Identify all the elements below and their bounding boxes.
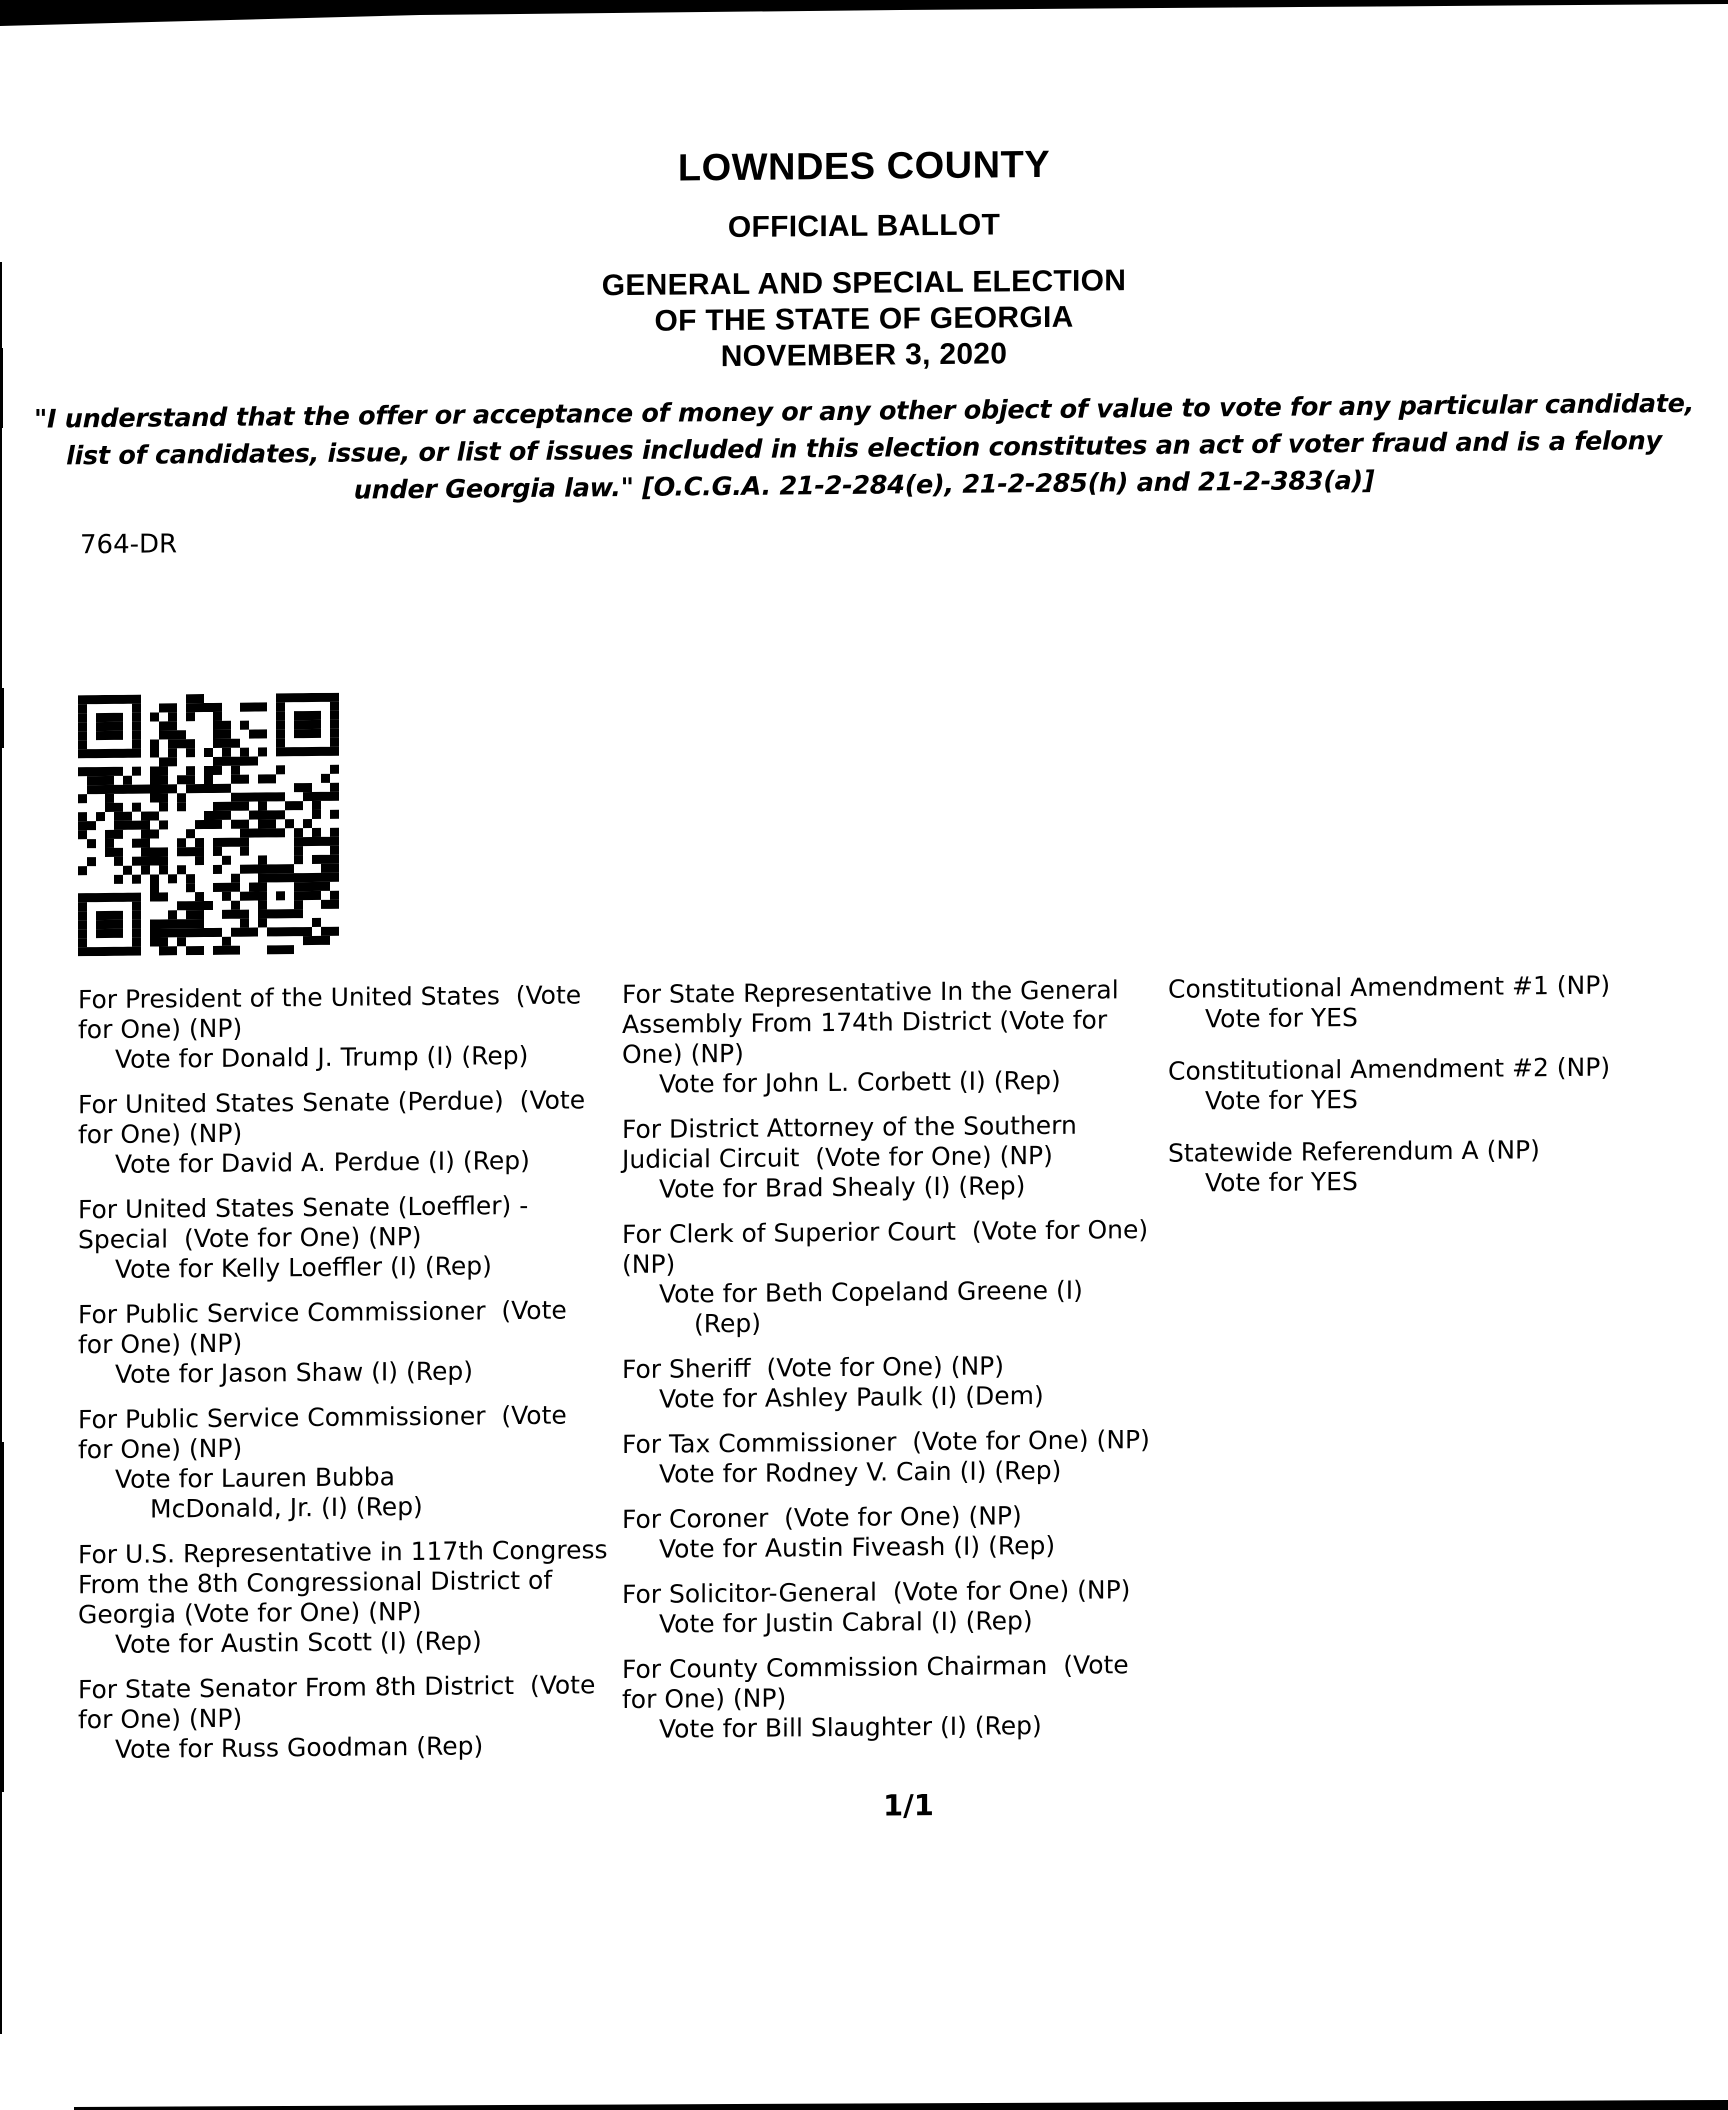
contest-title-line: For United States Senate (Perdue) (Vote xyxy=(78,1085,586,1120)
contest-block xyxy=(622,1350,1168,1415)
contest-title-line: For Tax Commissioner (Vote for One) (NP) xyxy=(622,1424,1150,1460)
disclaimer-line: list of candidates, issue, or list of issues included in this election constitutes an act of voter fraud and is a felony xyxy=(66,426,1662,472)
contest-block xyxy=(78,1085,622,1180)
contest-title-line: For County Commission Chairman (Vote xyxy=(622,1650,1129,1685)
page-indicator: 1/1 xyxy=(883,1788,934,1823)
contest-title-line: Statewide Referendum A (NP) xyxy=(1168,1135,1540,1168)
vote-for-line: Vote for Jason Shaw (I) (Rep) xyxy=(115,1356,473,1389)
contest-block xyxy=(622,1650,1168,1745)
scan-left-edge-artifact xyxy=(0,348,3,428)
ballot-column-1 xyxy=(78,980,622,1780)
contest-block xyxy=(1168,1052,1708,1117)
contest-title-line: for One) (NP) xyxy=(78,1703,243,1735)
vote-for-line: Vote for Bill Slaughter (I) (Rep) xyxy=(659,1710,1042,1744)
contest-title-line: Georgia (Vote for One) (NP) xyxy=(78,1596,422,1630)
contest-block xyxy=(1168,1134,1708,1199)
contest-block xyxy=(78,1190,622,1285)
contest-title-line: For Coroner (Vote for One) (NP) xyxy=(622,1501,1022,1535)
contest-title-line: For State Representative In the General xyxy=(622,975,1119,1010)
contest-title-line: for One) (NP) xyxy=(78,1433,243,1465)
contest-block xyxy=(622,1215,1168,1340)
election-heading-line: GENERAL AND SPECIAL ELECTION xyxy=(601,264,1127,303)
contest-title-line: for One) (NP) xyxy=(622,1683,787,1715)
vote-for-line: Vote for John L. Corbett (I) (Rep) xyxy=(659,1065,1061,1099)
vote-for-line: Vote for Brad Shealy (I) (Rep) xyxy=(659,1171,1026,1204)
vote-for-line: Vote for Ashley Paulk (I) (Dem) xyxy=(659,1380,1044,1414)
contest-block xyxy=(622,1500,1168,1565)
vote-for-line: Vote for David A. Perdue (I) (Rep) xyxy=(115,1145,530,1179)
vote-for-line: Vote for YES xyxy=(1205,1166,1358,1198)
contest-title-line: Constitutional Amendment #2 (NP) xyxy=(1168,1052,1611,1086)
contest-title-line: For Solicitor-General (Vote for One) (NP) xyxy=(622,1575,1131,1610)
disclaimer-line: under Georgia law." [O.C.G.A. 21-2-284(e), 21-2-285(h) and 21-2-383(a)] xyxy=(353,465,1375,506)
contest-title-line: (NP) xyxy=(622,1249,676,1280)
contest-block xyxy=(1168,970,1708,1035)
contest-title-line: For Public Service Commissioner (Vote xyxy=(78,1295,567,1330)
qr-code-icon xyxy=(78,693,339,957)
contest-title-line: From the 8th Congressional District of xyxy=(78,1565,553,1600)
contest-title-line: for One) (NP) xyxy=(78,1013,243,1045)
election-heading-line: NOVEMBER 3, 2020 xyxy=(720,337,1008,374)
contest-block xyxy=(78,1295,622,1390)
ballot-column-2 xyxy=(622,975,1168,1760)
vote-for-line: Vote for Justin Cabral (I) (Rep) xyxy=(659,1606,1033,1639)
contest-title-line: For President of the United States (Vote xyxy=(78,980,582,1015)
contest-title-line: For U.S. Representative in 117th Congress xyxy=(78,1535,608,1570)
scan-left-edge-artifact xyxy=(0,1442,4,1792)
contest-block xyxy=(78,1670,622,1765)
contest-title-line: Special (Vote for One) (NP) xyxy=(78,1221,422,1255)
contest-block xyxy=(78,1400,622,1525)
contest-title-line: For Clerk of Superior Court (Vote for One) xyxy=(622,1214,1149,1250)
vote-for-line: Vote for Russ Goodman (Rep) xyxy=(115,1731,484,1764)
contest-title-line: For District Attorney of the Southern xyxy=(622,1110,1077,1145)
election-heading xyxy=(0,257,1728,382)
contest-title-line: One) (NP) xyxy=(622,1038,744,1070)
contest-block xyxy=(622,1110,1168,1205)
ballot-type-heading: OFFICIAL BALLOT xyxy=(727,208,1001,245)
contest-title-line: For State Senator From 8th District (Vote xyxy=(78,1670,596,1705)
contest-title-line: for One) (NP) xyxy=(78,1328,243,1360)
contest-block xyxy=(622,1575,1168,1640)
contest-title-line: Judicial Circuit (Vote for One) (NP) xyxy=(622,1140,1053,1175)
contest-block xyxy=(78,980,622,1075)
voter-fraud-disclaimer xyxy=(0,385,1728,513)
contest-title-line: For Sheriff (Vote for One) (NP) xyxy=(622,1351,1004,1385)
vote-for-line: Vote for Austin Fiveash (I) (Rep) xyxy=(659,1530,1056,1564)
vote-for-line: (Rep) xyxy=(694,1308,762,1339)
contest-title-line: For United States Senate (Loeffler) - xyxy=(78,1190,529,1225)
contest-block xyxy=(622,975,1168,1100)
vote-for-line: Vote for Lauren Bubba xyxy=(115,1462,395,1494)
scan-left-edge-artifact xyxy=(0,688,4,748)
contest-block xyxy=(78,1535,622,1660)
scan-edge-artifact xyxy=(52,16,78,23)
vote-for-line: Vote for YES xyxy=(1205,1002,1358,1034)
election-heading-line: OF THE STATE OF GEORGIA xyxy=(654,300,1074,338)
ballot-contests xyxy=(78,970,1708,1781)
county-title: LOWNDES COUNTY xyxy=(677,143,1051,190)
contest-title-line: For Public Service Commissioner (Vote xyxy=(78,1400,567,1435)
vote-for-line: McDonald, Jr. (I) (Rep) xyxy=(150,1491,423,1524)
precinct-code: 764-DR xyxy=(80,529,178,561)
disclaimer-line: "I understand that the offer or acceptance of money or any other object of value to vote for any particular candidate, xyxy=(33,388,1695,435)
contest-title-line: Constitutional Amendment #1 (NP) xyxy=(1168,970,1611,1004)
contest-title-line: Assembly From 174th District (Vote for xyxy=(622,1005,1108,1040)
vote-for-line: Vote for YES xyxy=(1205,1084,1358,1116)
ballot-column-3 xyxy=(1168,970,1708,1221)
vote-for-line: Vote for Donald J. Trump (I) (Rep) xyxy=(115,1040,529,1074)
vote-for-line: Vote for Austin Scott (I) (Rep) xyxy=(115,1626,482,1659)
vote-for-line: Vote for Rodney V. Cain (I) (Rep) xyxy=(659,1455,1062,1489)
vote-for-line: Vote for Beth Copeland Greene (I) xyxy=(659,1275,1083,1309)
contest-title-line: for One) (NP) xyxy=(78,1118,243,1150)
contest-block xyxy=(622,1425,1168,1490)
vote-for-line: Vote for Kelly Loeffler (I) (Rep) xyxy=(115,1251,492,1284)
